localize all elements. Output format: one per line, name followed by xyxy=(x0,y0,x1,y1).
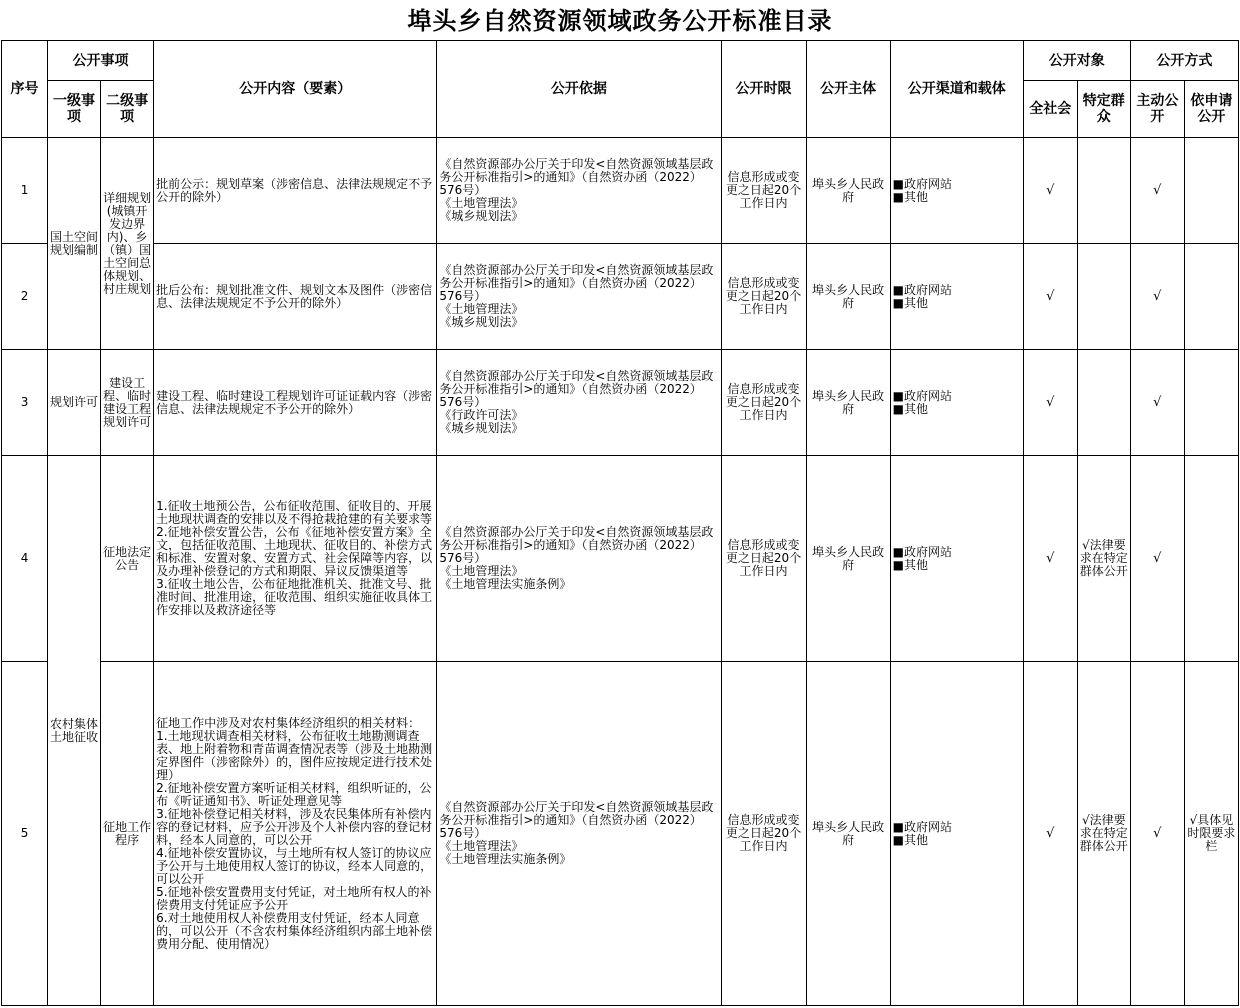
basis-line: 《城乡规划法》 xyxy=(439,421,524,435)
basis-cell xyxy=(437,456,721,662)
header-specific-group: 特定群众 xyxy=(1077,81,1130,138)
specific-group-cell: √法律要求在特定群体公开 xyxy=(1077,456,1130,662)
basis-line: 《土地管理法》 xyxy=(439,302,524,316)
whole-society-check: √ xyxy=(1023,456,1077,662)
channel-cell xyxy=(890,456,1023,662)
header-time-limit: 公开时限 xyxy=(721,41,806,138)
specific-group-cell xyxy=(1077,350,1130,456)
content-item: 征地工作中涉及对农村集体经济组织的相关材料： xyxy=(156,715,421,730)
page-title: 埠头乡自然资源领域政务公开标准目录 xyxy=(407,6,833,35)
header-channel: 公开渠道和载体 xyxy=(890,41,1023,138)
channel-website: ■政府网站 xyxy=(892,282,952,297)
level2-cell: 建设工程、临时建设工程规划许可 xyxy=(101,350,154,456)
header-content: 公开内容（要素） xyxy=(154,41,437,138)
content-cell: 批前公示：规划草案（涉密信息、法律法规规定不予公开的除外） xyxy=(154,138,437,244)
time-limit-cell: 信息形成或变更之日起20个工作日内 xyxy=(721,350,806,456)
level1-cell: 国土空间规划编制 xyxy=(48,138,101,350)
whole-society-check: √ xyxy=(1023,138,1077,244)
seq-cell: 3 xyxy=(2,350,48,456)
content-cell: 建设工程、临时建设工程规划许可证证载内容（涉密信息、法律法规规定不予公开的除外） xyxy=(154,350,437,456)
time-limit-cell: 信息形成或变更之日起20个工作日内 xyxy=(721,244,806,350)
time-limit-cell: 信息形成或变更之日起20个工作日内 xyxy=(721,138,806,244)
basis-line: 《土地管理法实施条例》 xyxy=(439,577,572,591)
content-item: 6.对土地使用权人补偿费用支付凭证，经本人同意的，可以公开（不含农村集体经济组织内部土地补偿费用分配、使用情况） xyxy=(156,910,433,951)
content-cell xyxy=(154,662,437,1006)
header-target: 公开对象 xyxy=(1023,41,1130,81)
content-item: 3.征地补偿登记相关材料，涉及农民集体所有补偿内容的登记材料，应予公开涉及个人补偿内容的登记材料，经本人同意的，可以公开 xyxy=(156,806,433,847)
subject-cell: 埠头乡人民政府 xyxy=(806,350,890,456)
level2-cell: 征地工作程序 xyxy=(101,662,154,1006)
seq-cell: 5 xyxy=(2,662,48,1006)
subject-cell: 埠头乡人民政府 xyxy=(806,138,890,244)
channel-website: ■政府网站 xyxy=(892,176,952,191)
time-limit-cell: 信息形成或变更之日起20个工作日内 xyxy=(721,456,806,662)
basis-line: 《自然资源部办公厅关于印发<自然资源领域基层政务公开标准指引>的通知》（自然资办函（2022）576号） xyxy=(439,157,714,197)
channel-website: ■政府网站 xyxy=(892,388,952,403)
table-row xyxy=(2,244,1239,350)
header-level1: 一级事项 xyxy=(48,81,101,138)
whole-society-check: √ xyxy=(1023,350,1077,456)
basis-line: 《自然资源部办公厅关于印发<自然资源领域基层政务公开标准指引>的通知》（自然资办函（2022）576号） xyxy=(439,263,714,303)
channel-cell xyxy=(890,662,1023,1006)
active-check: √ xyxy=(1130,662,1184,1006)
content-item: 4.征地补偿安置协议，与土地所有权人签订的协议应予公开与土地使用权人签订的协议，经本人同意的，可以公开 xyxy=(156,845,433,886)
whole-society-check: √ xyxy=(1023,662,1077,1006)
subject-cell: 埠头乡人民政府 xyxy=(806,244,890,350)
header-subject: 公开主体 xyxy=(806,41,890,138)
channel-website: ■政府网站 xyxy=(892,544,952,559)
basis-line: 《城乡规划法》 xyxy=(439,209,524,223)
on-request-cell xyxy=(1184,456,1238,662)
on-request-cell xyxy=(1184,350,1238,456)
table-row xyxy=(2,662,1239,1006)
level1-cell: 农村集体土地征收 xyxy=(48,456,101,1006)
channel-cell xyxy=(890,138,1023,244)
channel-other: ■其他 xyxy=(892,832,928,847)
specific-group-cell xyxy=(1077,244,1130,350)
seq-cell: 4 xyxy=(2,456,48,662)
table-row xyxy=(2,456,1239,662)
on-request-cell xyxy=(1184,138,1238,244)
seq-cell: 1 xyxy=(2,138,48,244)
content-item: 2.征地补偿安置公告，公布《征地补偿安置方案》全文，包括征收范围、土地现状、征收目的、补偿方式和标准、安置对象、安置方式、社会保障等内容，以及办理补偿登记的方式和期限、异议反馈渠道等 xyxy=(156,525,433,578)
basis-line: 《土地管理法实施条例》 xyxy=(439,852,572,866)
specific-group-cell xyxy=(1077,138,1130,244)
basis-line: 《自然资源部办公厅关于印发<自然资源领域基层政务公开标准指引>的通知》（自然资办函（2022）576号） xyxy=(439,525,714,565)
on-request-cell xyxy=(1184,244,1238,350)
time-limit-cell: 信息形成或变更之日起20个工作日内 xyxy=(721,662,806,1006)
active-check: √ xyxy=(1130,350,1184,456)
content-cell: 批后公布：规划批准文件、规划文本及图件（涉密信息、法律法规规定不予公开的除外） xyxy=(154,244,437,350)
header-seq: 序号 xyxy=(2,41,48,138)
header-matters: 公开事项 xyxy=(48,41,154,81)
content-item: 1.土地现状调查相关材料，公布征收土地勘测调查表、地上附着物和青苗调查情况表等（涉及土地勘测定界图件（涉密除外）的，图件应按规定进行技术处理） xyxy=(156,728,433,782)
basis-line: 《自然资源部办公厅关于印发<自然资源领域基层政务公开标准指引>的通知》（自然资办函（2022）576号） xyxy=(439,800,714,840)
header-basis: 公开依据 xyxy=(437,41,721,138)
channel-cell xyxy=(890,350,1023,456)
level1-cell: 规划许可 xyxy=(48,350,101,456)
table-row xyxy=(2,138,1239,244)
basis-line: 《城乡规划法》 xyxy=(439,315,524,329)
channel-other: ■其他 xyxy=(892,295,928,310)
level2-cell: 征地法定公告 xyxy=(101,456,154,662)
specific-group-cell: √法律要求在特定群体公开 xyxy=(1077,662,1130,1006)
content-item: 2.征地补偿安置方案听证相关材料，组织听证的，公布《听证通知书》、听证处理意见等 xyxy=(156,780,432,808)
header-level2: 二级事项 xyxy=(101,81,154,138)
content-item: 1.征收土地预公告，公布征收范围、征收目的、开展土地现状调查的安排以及不得抢栽抢建的有关要求等 xyxy=(156,499,433,526)
whole-society-check: √ xyxy=(1023,244,1077,350)
active-check: √ xyxy=(1130,456,1184,662)
header-active: 主动公开 xyxy=(1130,81,1184,138)
basis-line: 《土地管理法》 xyxy=(439,839,524,853)
header-method: 公开方式 xyxy=(1130,41,1238,81)
header-whole-society: 全社会 xyxy=(1023,81,1077,138)
content-item: 5.征地补偿安置费用支付凭证，对土地所有权人的补偿费用支付凭证应予公开 xyxy=(156,884,432,912)
basis-cell xyxy=(437,244,721,350)
subject-cell: 埠头乡人民政府 xyxy=(806,456,890,662)
channel-other: ■其他 xyxy=(892,189,928,204)
header-on-request: 依申请公开 xyxy=(1184,81,1238,138)
level2-cell: 详细规划(城镇开发边界内)、乡（镇）国土空间总体规划、村庄规划 xyxy=(101,138,154,350)
content-item: 3.征收土地公告，公布征地批准机关、批准文号、批准时间、批准用途，征收范围、组织实施征收具体工作安排以及救济途径等 xyxy=(156,577,433,617)
channel-cell xyxy=(890,244,1023,350)
content-cell xyxy=(154,456,437,662)
basis-cell xyxy=(437,138,721,244)
table-row xyxy=(2,350,1239,456)
channel-website: ■政府网站 xyxy=(892,819,952,834)
active-check: √ xyxy=(1130,244,1184,350)
basis-line: 《土地管理法》 xyxy=(439,564,524,578)
channel-other: ■其他 xyxy=(892,401,928,416)
channel-other: ■其他 xyxy=(892,557,928,572)
basis-line: 《行政许可法》 xyxy=(439,408,524,422)
standard-catalog-table xyxy=(1,40,1239,1006)
subject-cell: 埠头乡人民政府 xyxy=(806,662,890,1006)
basis-line: 《自然资源部办公厅关于印发<自然资源领域基层政务公开标准指引>的通知》（自然资办函（2022）576号） xyxy=(439,369,714,409)
basis-cell xyxy=(437,350,721,456)
basis-line: 《土地管理法》 xyxy=(439,196,524,210)
active-check: √ xyxy=(1130,138,1184,244)
seq-cell: 2 xyxy=(2,244,48,350)
basis-cell xyxy=(437,662,721,1006)
on-request-cell: √具体见时限要求栏 xyxy=(1184,662,1238,1006)
